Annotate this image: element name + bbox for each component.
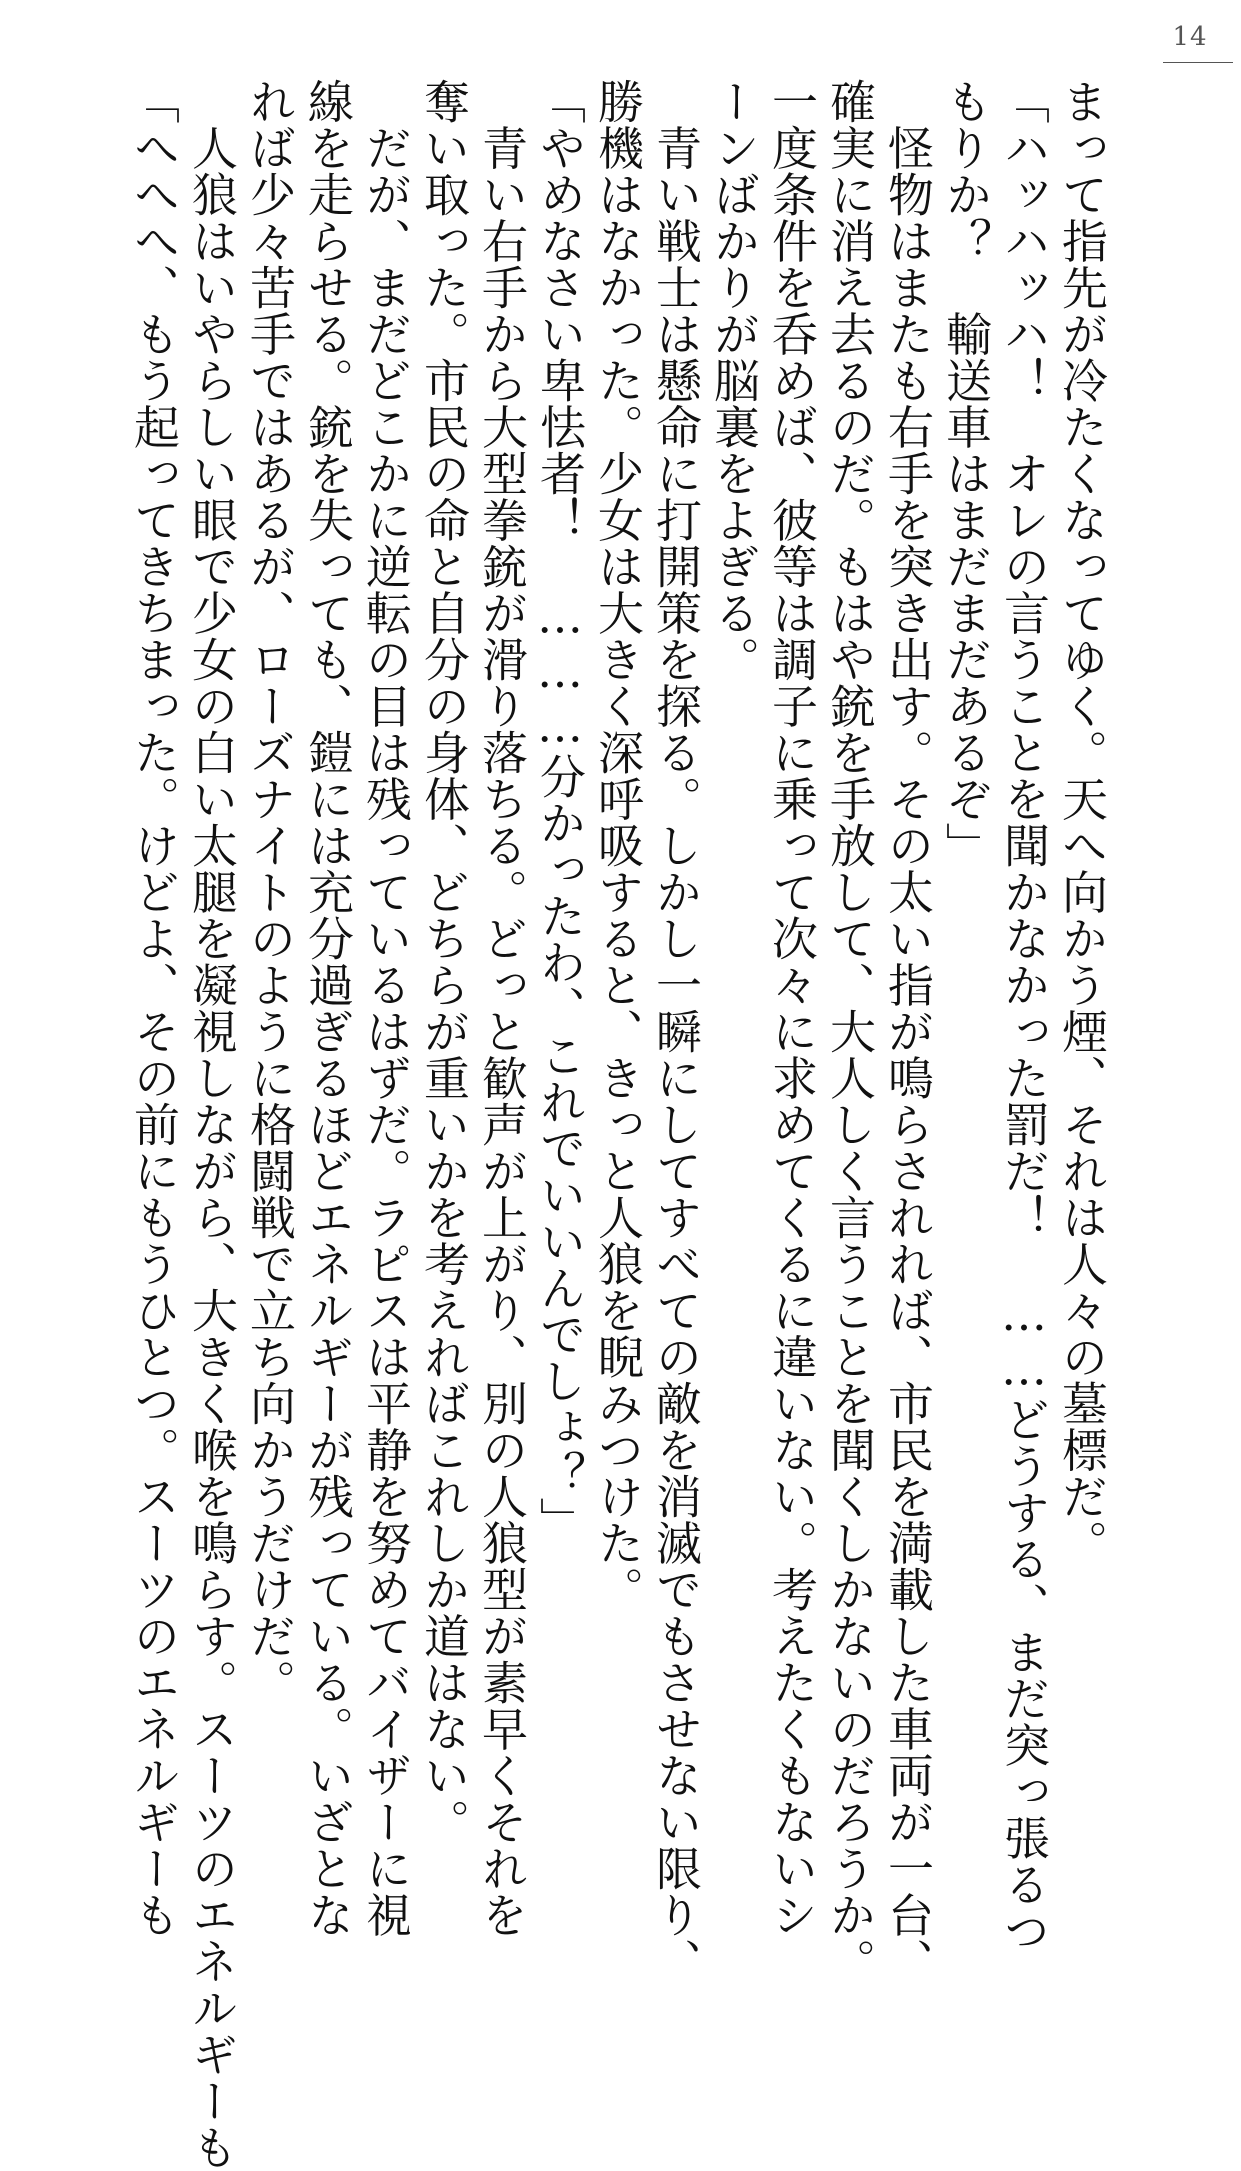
text-line: 奪い取った。市民の命と自分の身体、どちらが重いかを考えればこれしか道はない。 — [417, 78, 471, 1845]
page-number-rule — [1163, 62, 1233, 63]
text-line: もりか？ 輸送車はまだまだあるぞ」 — [939, 78, 993, 869]
text-line: 怪物はまたも右手を突き出す。その太い指が鳴らされれば、市民を満載した車両が一台、 — [881, 78, 935, 1985]
text-line: 勝機はなかった。少女は大きく深呼吸すると、きっと人狼を睨みつけた。 — [591, 78, 645, 1613]
body-text — [125, 78, 1111, 2171]
text-line: ーンばかりが脳裏をよぎる。 — [707, 78, 761, 683]
text-line: れば少々苦手ではあるが、ローズナイトのように格闘戦で立ち向かうだけだ。 — [243, 78, 297, 1706]
text-line: 青い右手から大型拳銃が滑り落ちる。どっと歓声が上がり、別の人狼型が素早くそれを — [475, 78, 529, 1938]
text-line: 青い戦士は懸命に打開策を探る。しかし一瞬にしてすべての敵を消滅でもさせない限り、 — [649, 78, 703, 1985]
text-line: 確実に消え去るのだ。もはや銃を手放して、大人しく言うことを聞くしかないのだろうか。 — [823, 78, 877, 1985]
text-line: まって指先が冷たくなってゆく。天へ向かう煙、それは人々の墓標だ。 — [1055, 78, 1109, 1566]
text-line: 人狼はいやらしい眼で少女の白い太腿を凝視しながら、大きく喉を鳴らす。スーツのエネルギーも — [185, 78, 239, 2171]
text-line: 「ハッハッハ！ オレの言うことを聞かなかった罰だ！ ……どうする、まだ突っ張るつ — [997, 78, 1051, 1954]
text-line: 「やめなさい卑怯者！ ………分かったわ、これでいいんでしょ？」 — [533, 78, 587, 1544]
text-line: だが、まだどこかに逆転の目は残っているはずだ。ラピスは平静を努めてバイザーに視 — [359, 78, 413, 1938]
text-line: 線を走らせる。銃を失っても、鎧には充分過ぎるほどエネルギーが残っている。いざとな — [301, 78, 355, 1938]
page-number: 14 — [1172, 22, 1208, 52]
text-line: 「へへへ、もう起ってきちまった。けどよ、その前にもうひとつ。スーツのエネルギーも — [127, 78, 181, 1938]
text-line: 一度条件を呑めば、彼等は調子に乗って次々に求めてくるに違いない。考えたくもないシ — [765, 78, 819, 1938]
